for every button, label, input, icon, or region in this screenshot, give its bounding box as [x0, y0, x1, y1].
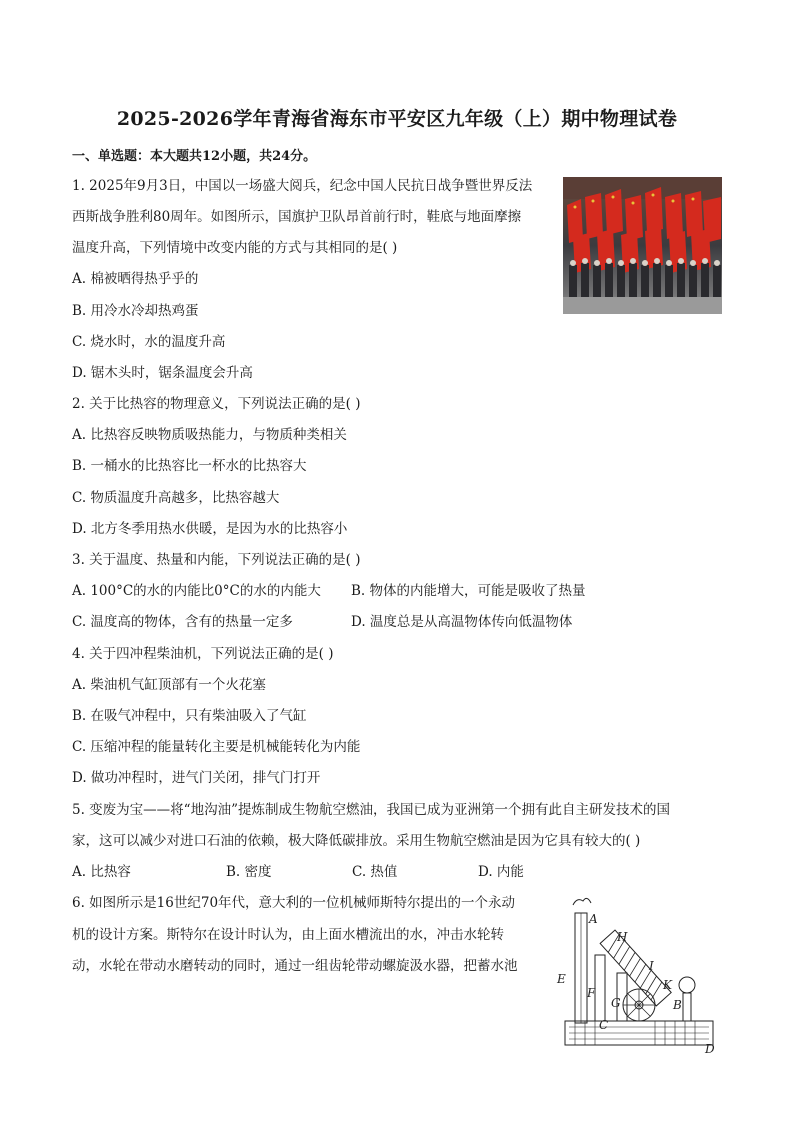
q5-option-d: D. 内能 — [478, 864, 524, 880]
q4-option-c: C. 压缩冲程的能量转化主要是机械能转化为内能 — [72, 739, 361, 755]
section-heading: 一、单选题：本大题共12小题，共24分。 — [72, 149, 317, 164]
figure-label: E — [557, 972, 566, 986]
q5-option-a: A. 比热容 — [72, 864, 131, 880]
q6-stem-line-3: 动，水轮在带动水磨转动的同时，通过一组齿轮带动螺旋汲水器，把蓄水池 — [72, 958, 518, 974]
q4-option-b: B. 在吸气冲程中，只有柴油吸入了气缸 — [72, 708, 307, 724]
q2-option-c: C. 物质温度升高越多，比热容越大 — [72, 490, 280, 506]
q5-option-b: B. 密度 — [226, 864, 272, 880]
q6-stem-line-1: 6. 如图所示是16世纪70年代，意大利的一位机械师斯特尔提出的一个永动 — [72, 895, 516, 911]
figure-label: B — [673, 998, 682, 1012]
q4-option-a: A. 柴油机气缸顶部有一个火花塞 — [72, 677, 266, 693]
q1-option-c: C. 烧水时，水的温度升高 — [72, 334, 226, 350]
q2-stem: 2. 关于比热容的物理意义，下列说法正确的是( ) — [72, 396, 361, 412]
q1-option-b: B. 用冷水冷却热鸡蛋 — [72, 303, 199, 319]
q3-stem: 3. 关于温度、热量和内能，下列说法正确的是( ) — [72, 552, 361, 568]
page-title: 2025-2026学年青海省海东市平安区九年级（上）期中物理试卷 — [116, 108, 678, 130]
figure-label: A — [589, 912, 598, 926]
figure-label: C — [599, 1018, 609, 1032]
q2-option-d: D. 北方冬季用热水供暖，是因为水的比热容小 — [72, 521, 348, 537]
figure-label: G — [611, 996, 621, 1010]
q1-stem-line-2: 西斯战争胜利80周年。如图所示，国旗护卫队昂首前行时，鞋底与地面摩擦 — [72, 209, 522, 225]
q3-option-d: D. 温度总是从高温物体传向低温物体 — [351, 614, 573, 630]
q5-stem-line-1: 5. 变废为宝——将“地沟油”提炼制成生物航空燃油，我国已成为亚洲第一个拥有此自主研发技术的国 — [72, 802, 670, 818]
q5-stem-line-2: 家，这可以减少对进口石油的依赖，极大降低碳排放。采用生物航空燃油是因为它具有较大的( ) — [72, 833, 641, 849]
q4-option-d: D. 做功冲程时，进气门关闭，排气门打开 — [72, 770, 321, 786]
figure-label: K — [663, 978, 672, 992]
figure-label: I — [649, 959, 654, 973]
q1-option-a: A. 棉被晒得热乎乎的 — [72, 271, 199, 287]
q1-stem-line-3: 温度升高，下列情境中改变内能的方式与其相同的是( ) — [72, 240, 398, 256]
q2-option-b: B. 一桶水的比热容比一杯水的比热容大 — [72, 458, 307, 474]
q5-option-c: C. 热值 — [352, 864, 398, 880]
perpetual-motion-diagram — [555, 893, 727, 1055]
q3-option-a: A. 100°C的水的内能比0°C的水的内能大 — [72, 583, 321, 599]
q1-stem-line-1: 1. 2025年9月3日，中国以一场盛大阅兵，纪念中国人民抗日战争暨世界反法 — [72, 178, 533, 194]
figure-label: F — [587, 986, 596, 1000]
figure-label: D — [705, 1042, 715, 1055]
q4-stem: 4. 关于四冲程柴油机，下列说法正确的是( ) — [72, 646, 334, 662]
q6-stem-line-2: 机的设计方案。斯特尔在设计时认为，由上面水槽流出的水，冲击水轮转 — [72, 927, 504, 943]
figure-label: H — [617, 930, 628, 944]
q3-option-c: C. 温度高的物体，含有的热量一定多 — [72, 614, 293, 630]
q3-option-b: B. 物体的内能增大，可能是吸收了热量 — [351, 583, 586, 599]
q2-option-a: A. 比热容反映物质吸热能力，与物质种类相关 — [72, 427, 347, 443]
q1-option-d: D. 锯木头时，锯条温度会升高 — [72, 365, 253, 381]
parade-photo — [563, 177, 722, 314]
